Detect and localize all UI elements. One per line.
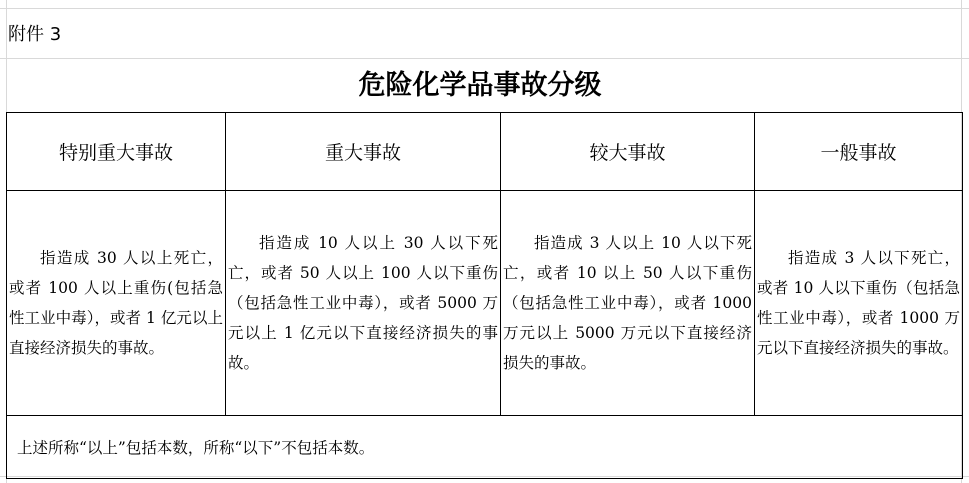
header-major[interactable]: 重大事故 <box>226 113 501 191</box>
desc-relatively-major[interactable]: 指造成 3 人以上 10 人以下死亡，或者 10 以上 50 人以下重伤（包括急性工业中毒），或者 1000 万元以上 5000 万元以下直接经济损失的事故。 <box>501 191 755 416</box>
desc-general[interactable]: 指造成 3 人以下死亡，或者 10 人以下重伤（包括急性工业中毒），或者 1000 万元以下直接经济损失的事故。 <box>755 191 963 416</box>
table-description-row <box>7 191 963 416</box>
header-especially-major[interactable]: 特别重大事故 <box>7 113 226 191</box>
table-note-row <box>7 416 963 479</box>
attachment-label: 附件 3 <box>8 24 62 45</box>
accident-grade-table <box>6 112 963 479</box>
desc-especially-major[interactable]: 指造成 30 人以上死亡，或者 100 人以上重伤(包括急性工业中毒），或者 1 亿元以上直接经济损失的事故。 <box>7 191 226 416</box>
header-relatively-major[interactable]: 较大事故 <box>501 113 755 191</box>
footnote[interactable]: 上述所称“以上”包括本数，所称“以下”不包括本数。 <box>7 416 963 479</box>
header-general[interactable]: 一般事故 <box>755 113 963 191</box>
gridline <box>0 58 969 59</box>
document-title: 危险化学品事故分级 <box>358 70 602 101</box>
gridline <box>0 8 969 9</box>
table-header-row <box>7 113 963 191</box>
desc-major[interactable]: 指造成 10 人以上 30 人以下死亡，或者 50 人以上 100 人以下重伤（包括急性工业中毒），或者 5000 万元以上 1 亿元以下直接经济损失的事故。 <box>226 191 501 416</box>
